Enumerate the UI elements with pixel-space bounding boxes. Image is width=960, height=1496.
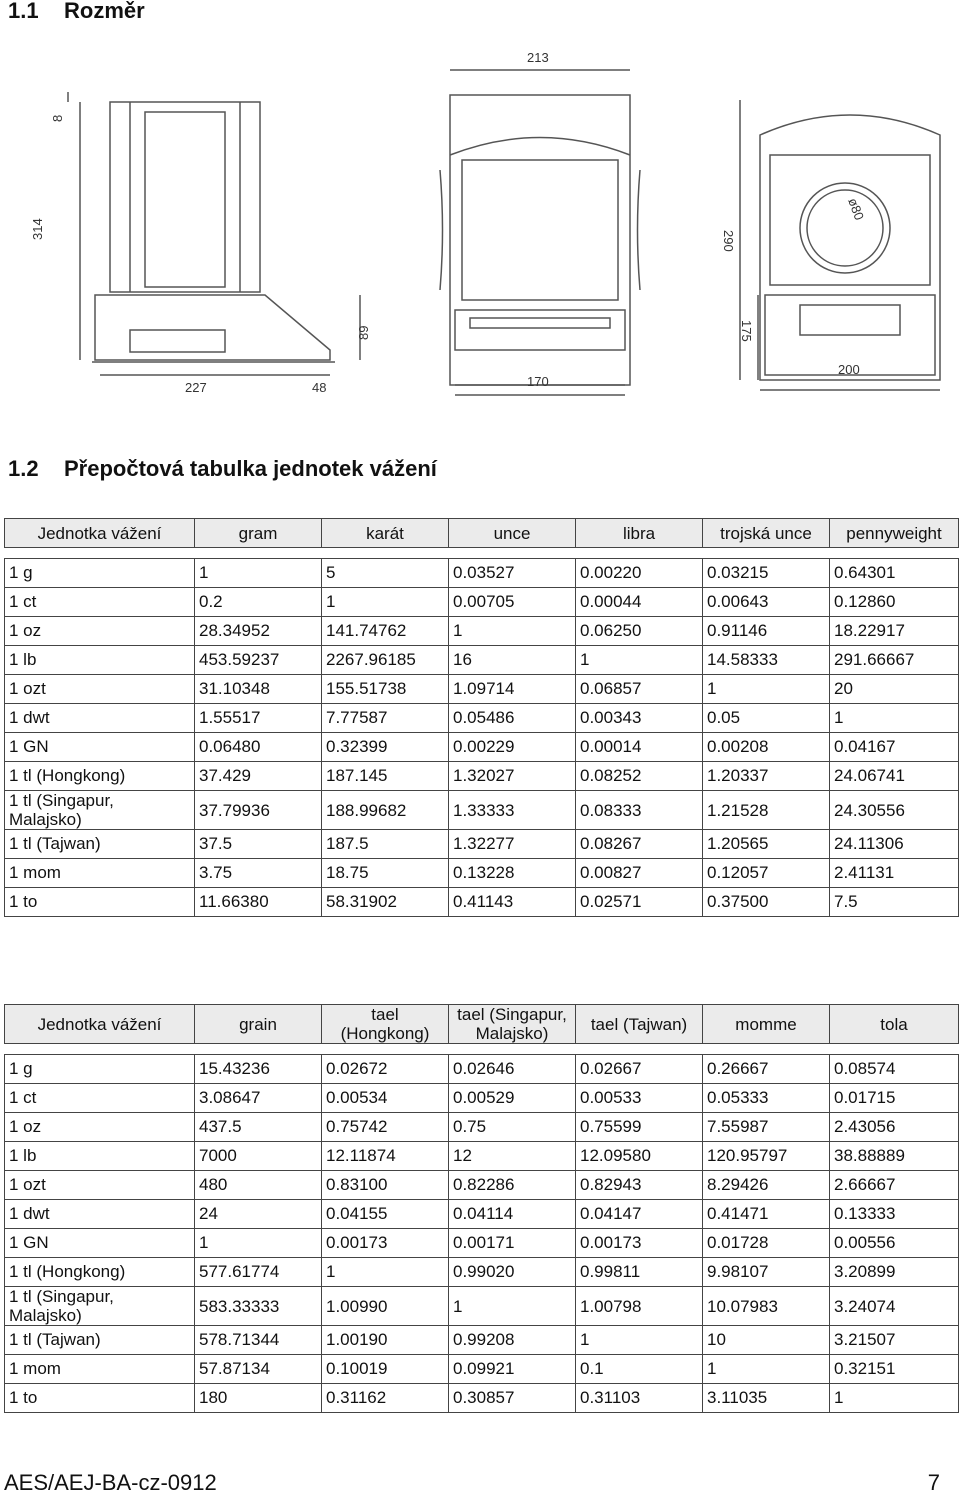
value-cell: 0.08252 bbox=[576, 762, 703, 791]
value-cell: 1.20565 bbox=[703, 830, 830, 859]
value-cell: 0.02571 bbox=[576, 888, 703, 917]
column-header: tael (Singapur, Malajsko) bbox=[449, 1005, 576, 1044]
dimension-label: ø80 bbox=[845, 195, 867, 223]
value-cell: 0.75599 bbox=[576, 1113, 703, 1142]
unit-cell: 1 ozt bbox=[5, 675, 195, 704]
value-cell: 0.00827 bbox=[576, 859, 703, 888]
dimension-label: 227 bbox=[185, 380, 207, 395]
value-cell: 1.00190 bbox=[322, 1326, 449, 1355]
value-cell: 0.99208 bbox=[449, 1326, 576, 1355]
column-header: trojská unce bbox=[703, 519, 830, 548]
value-cell: 18.75 bbox=[322, 859, 449, 888]
value-cell: 1 bbox=[195, 1229, 322, 1258]
value-cell: 10.07983 bbox=[703, 1287, 830, 1326]
value-cell: 37.79936 bbox=[195, 791, 322, 830]
value-cell: 3.08647 bbox=[195, 1084, 322, 1113]
value-cell: 0.02646 bbox=[449, 1055, 576, 1084]
value-cell: 58.31902 bbox=[322, 888, 449, 917]
value-cell: 0.02672 bbox=[322, 1055, 449, 1084]
value-cell: 15.43236 bbox=[195, 1055, 322, 1084]
value-cell: 1 bbox=[322, 588, 449, 617]
value-cell: 3.75 bbox=[195, 859, 322, 888]
value-cell: 577.61774 bbox=[195, 1258, 322, 1287]
value-cell: 1 bbox=[576, 646, 703, 675]
value-cell: 0.1 bbox=[576, 1355, 703, 1384]
value-cell: 57.87134 bbox=[195, 1355, 322, 1384]
section-heading-dimensions bbox=[8, 0, 145, 24]
dimension-label: 213 bbox=[527, 50, 549, 65]
value-cell: 9.98107 bbox=[703, 1258, 830, 1287]
table-row bbox=[5, 1384, 959, 1413]
unit-cell: 1 lb bbox=[5, 1142, 195, 1171]
value-cell: 188.99682 bbox=[322, 791, 449, 830]
value-cell: 2.66667 bbox=[830, 1171, 959, 1200]
value-cell: 16 bbox=[449, 646, 576, 675]
value-cell: 3.24074 bbox=[830, 1287, 959, 1326]
value-cell: 480 bbox=[195, 1171, 322, 1200]
unit-cell: 1 tl (Singapur, Malajsko) bbox=[5, 791, 195, 830]
value-cell: 0.00533 bbox=[576, 1084, 703, 1113]
value-cell: 0.00173 bbox=[322, 1229, 449, 1258]
unit-cell: 1 to bbox=[5, 888, 195, 917]
front-view-drawing bbox=[440, 70, 640, 395]
unit-cell: 1 mom bbox=[5, 859, 195, 888]
top-view-drawing bbox=[740, 100, 940, 390]
unit-cell: 1 tl (Tajwan) bbox=[5, 1326, 195, 1355]
value-cell: 1 bbox=[449, 617, 576, 646]
dimension-label: 290 bbox=[721, 230, 736, 252]
section-heading-conversion bbox=[8, 456, 437, 482]
unit-cell: 1 ct bbox=[5, 588, 195, 617]
value-cell: 1.21528 bbox=[703, 791, 830, 830]
section-title: Rozměr bbox=[64, 0, 145, 23]
value-cell: 38.88889 bbox=[830, 1142, 959, 1171]
column-header: unce bbox=[449, 519, 576, 548]
column-header: tael (Hongkong) bbox=[322, 1005, 449, 1044]
value-cell: 0.05486 bbox=[449, 704, 576, 733]
value-cell: 0.41471 bbox=[703, 1200, 830, 1229]
value-cell: 0.01715 bbox=[830, 1084, 959, 1113]
table-row bbox=[5, 704, 959, 733]
value-cell: 0.30857 bbox=[449, 1384, 576, 1413]
dimension-label: 48 bbox=[312, 380, 327, 395]
value-cell: 0.06250 bbox=[576, 617, 703, 646]
value-cell: 0.32151 bbox=[830, 1355, 959, 1384]
value-cell: 0.00705 bbox=[449, 588, 576, 617]
column-header: gram bbox=[195, 519, 322, 548]
value-cell: 1.55517 bbox=[195, 704, 322, 733]
value-cell: 0.12860 bbox=[830, 588, 959, 617]
table-row bbox=[5, 1055, 959, 1084]
value-cell: 437.5 bbox=[195, 1113, 322, 1142]
value-cell: 0.91146 bbox=[703, 617, 830, 646]
value-cell: 8.29426 bbox=[703, 1171, 830, 1200]
value-cell: 1 bbox=[322, 1258, 449, 1287]
table-row bbox=[5, 646, 959, 675]
table-row bbox=[5, 675, 959, 704]
value-cell: 1 bbox=[703, 1355, 830, 1384]
value-cell: 1 bbox=[830, 1384, 959, 1413]
value-cell: 3.11035 bbox=[703, 1384, 830, 1413]
value-cell: 11.66380 bbox=[195, 888, 322, 917]
value-cell: 1.20337 bbox=[703, 762, 830, 791]
value-cell: 0.00173 bbox=[576, 1229, 703, 1258]
unit-cell: 1 dwt bbox=[5, 1200, 195, 1229]
value-cell: 578.71344 bbox=[195, 1326, 322, 1355]
dimension-label: 314 bbox=[30, 218, 45, 240]
value-cell: 0.32399 bbox=[322, 733, 449, 762]
unit-cell: 1 ozt bbox=[5, 1171, 195, 1200]
value-cell: 0.83100 bbox=[322, 1171, 449, 1200]
value-cell: 0.00044 bbox=[576, 588, 703, 617]
dimension-label: 200 bbox=[838, 362, 860, 377]
value-cell: 0.04167 bbox=[830, 733, 959, 762]
value-cell: 7000 bbox=[195, 1142, 322, 1171]
value-cell: 3.21507 bbox=[830, 1326, 959, 1355]
value-cell: 0.99020 bbox=[449, 1258, 576, 1287]
value-cell: 187.5 bbox=[322, 830, 449, 859]
value-cell: 0.00229 bbox=[449, 733, 576, 762]
conversion-table-2 bbox=[4, 1004, 959, 1413]
value-cell: 1 bbox=[449, 1287, 576, 1326]
column-header: tael (Tajwan) bbox=[576, 1005, 703, 1044]
unit-cell: 1 lb bbox=[5, 646, 195, 675]
table-row bbox=[5, 1084, 959, 1113]
unit-cell: 1 oz bbox=[5, 1113, 195, 1142]
table-row bbox=[5, 1229, 959, 1258]
column-header: momme bbox=[703, 1005, 830, 1044]
unit-cell: 1 GN bbox=[5, 1229, 195, 1258]
table-row bbox=[5, 1258, 959, 1287]
unit-cell: 1 g bbox=[5, 559, 195, 588]
table-spacer bbox=[5, 548, 959, 559]
unit-cell: 1 dwt bbox=[5, 704, 195, 733]
value-cell: 0.03527 bbox=[449, 559, 576, 588]
value-cell: 0.05333 bbox=[703, 1084, 830, 1113]
unit-cell: 1 tl (Hongkong) bbox=[5, 1258, 195, 1287]
table-row bbox=[5, 1171, 959, 1200]
value-cell: 1.09714 bbox=[449, 675, 576, 704]
conversion-table-1 bbox=[4, 518, 959, 917]
value-cell: 1.32027 bbox=[449, 762, 576, 791]
unit-cell: 1 GN bbox=[5, 733, 195, 762]
value-cell: 2.43056 bbox=[830, 1113, 959, 1142]
value-cell: 0.06480 bbox=[195, 733, 322, 762]
dimension-label: 170 bbox=[527, 374, 549, 389]
value-cell: 14.58333 bbox=[703, 646, 830, 675]
value-cell: 0.00171 bbox=[449, 1229, 576, 1258]
value-cell: 12.09580 bbox=[576, 1142, 703, 1171]
dimension-label: 8 bbox=[50, 114, 65, 122]
value-cell: 0.02667 bbox=[576, 1055, 703, 1084]
value-cell: 0.01728 bbox=[703, 1229, 830, 1258]
value-cell: 2.41131 bbox=[830, 859, 959, 888]
value-cell: 291.66667 bbox=[830, 646, 959, 675]
value-cell: 18.22917 bbox=[830, 617, 959, 646]
value-cell: 0.12057 bbox=[703, 859, 830, 888]
value-cell: 37.5 bbox=[195, 830, 322, 859]
value-cell: 20 bbox=[830, 675, 959, 704]
unit-cell: 1 tl (Singapur, Malajsko) bbox=[5, 1287, 195, 1326]
value-cell: 0.00208 bbox=[703, 733, 830, 762]
unit-cell: 1 tl (Hongkong) bbox=[5, 762, 195, 791]
value-cell: 155.51738 bbox=[322, 675, 449, 704]
table-row bbox=[5, 733, 959, 762]
side-view-drawing bbox=[68, 92, 360, 375]
table-row bbox=[5, 1287, 959, 1326]
value-cell: 0.00534 bbox=[322, 1084, 449, 1113]
table-row bbox=[5, 588, 959, 617]
value-cell: 0.31162 bbox=[322, 1384, 449, 1413]
unit-cell: 1 ct bbox=[5, 1084, 195, 1113]
value-cell: 1.33333 bbox=[449, 791, 576, 830]
value-cell: 7.77587 bbox=[322, 704, 449, 733]
value-cell: 37.429 bbox=[195, 762, 322, 791]
value-cell: 0.75742 bbox=[322, 1113, 449, 1142]
value-cell: 141.74762 bbox=[322, 617, 449, 646]
value-cell: 2267.96185 bbox=[322, 646, 449, 675]
dimension-label: 175 bbox=[739, 320, 754, 342]
value-cell: 0.82286 bbox=[449, 1171, 576, 1200]
value-cell: 0.04114 bbox=[449, 1200, 576, 1229]
table-body bbox=[5, 548, 959, 917]
column-header: tola bbox=[830, 1005, 959, 1044]
value-cell: 12 bbox=[449, 1142, 576, 1171]
value-cell: 24.30556 bbox=[830, 791, 959, 830]
value-cell: 0.82943 bbox=[576, 1171, 703, 1200]
value-cell: 1 bbox=[195, 559, 322, 588]
unit-cell: 1 oz bbox=[5, 617, 195, 646]
table-row bbox=[5, 888, 959, 917]
unit-cell: 1 g bbox=[5, 1055, 195, 1084]
value-cell: 120.95797 bbox=[703, 1142, 830, 1171]
value-cell: 0.04155 bbox=[322, 1200, 449, 1229]
dimension-label: 89 bbox=[356, 325, 371, 340]
value-cell: 0.2 bbox=[195, 588, 322, 617]
section-number: 1.1 bbox=[8, 0, 39, 23]
column-header: pennyweight bbox=[830, 519, 959, 548]
value-cell: 0.06857 bbox=[576, 675, 703, 704]
value-cell: 0.99811 bbox=[576, 1258, 703, 1287]
table-row bbox=[5, 1326, 959, 1355]
value-cell: 5 bbox=[322, 559, 449, 588]
value-cell: 24 bbox=[195, 1200, 322, 1229]
column-header: Jednotka vážení bbox=[5, 519, 195, 548]
value-cell: 24.11306 bbox=[830, 830, 959, 859]
table-row bbox=[5, 830, 959, 859]
table-row bbox=[5, 559, 959, 588]
value-cell: 0.00014 bbox=[576, 733, 703, 762]
value-cell: 3.20899 bbox=[830, 1258, 959, 1287]
value-cell: 0.08574 bbox=[830, 1055, 959, 1084]
section-number: 1.2 bbox=[8, 456, 39, 481]
value-cell: 0.13228 bbox=[449, 859, 576, 888]
value-cell: 0.13333 bbox=[830, 1200, 959, 1229]
column-header: libra bbox=[576, 519, 703, 548]
value-cell: 0.08333 bbox=[576, 791, 703, 830]
value-cell: 0.04147 bbox=[576, 1200, 703, 1229]
table-row bbox=[5, 1355, 959, 1384]
page-number: 7 bbox=[927, 1470, 940, 1495]
value-cell: 0.00556 bbox=[830, 1229, 959, 1258]
value-cell: 180 bbox=[195, 1384, 322, 1413]
value-cell: 0.31103 bbox=[576, 1384, 703, 1413]
value-cell: 7.5 bbox=[830, 888, 959, 917]
balance-dimension-drawings bbox=[0, 40, 960, 400]
column-header: grain bbox=[195, 1005, 322, 1044]
table-row bbox=[5, 859, 959, 888]
value-cell: 453.59237 bbox=[195, 646, 322, 675]
unit-cell: 1 to bbox=[5, 1384, 195, 1413]
value-cell: 1.00990 bbox=[322, 1287, 449, 1326]
table-header-row bbox=[5, 1005, 959, 1044]
value-cell: 0.00343 bbox=[576, 704, 703, 733]
value-cell: 1 bbox=[703, 675, 830, 704]
table-row bbox=[5, 762, 959, 791]
value-cell: 31.10348 bbox=[195, 675, 322, 704]
value-cell: 0.09921 bbox=[449, 1355, 576, 1384]
value-cell: 0.37500 bbox=[703, 888, 830, 917]
table-row bbox=[5, 617, 959, 646]
unit-cell: 1 mom bbox=[5, 1355, 195, 1384]
value-cell: 0.05 bbox=[703, 704, 830, 733]
unit-cell: 1 tl (Tajwan) bbox=[5, 830, 195, 859]
value-cell: 187.145 bbox=[322, 762, 449, 791]
value-cell: 1 bbox=[576, 1326, 703, 1355]
value-cell: 0.00643 bbox=[703, 588, 830, 617]
table-spacer bbox=[5, 1044, 959, 1055]
value-cell: 0.00220 bbox=[576, 559, 703, 588]
document-id: AES/AEJ-BA-cz-0912 bbox=[4, 1470, 217, 1495]
table-header-row bbox=[5, 519, 959, 548]
table-row bbox=[5, 1113, 959, 1142]
value-cell: 0.41143 bbox=[449, 888, 576, 917]
value-cell: 7.55987 bbox=[703, 1113, 830, 1142]
value-cell: 0.75 bbox=[449, 1113, 576, 1142]
table-row bbox=[5, 791, 959, 830]
table-row bbox=[5, 1142, 959, 1171]
value-cell: 0.08267 bbox=[576, 830, 703, 859]
value-cell: 583.33333 bbox=[195, 1287, 322, 1326]
table-row bbox=[5, 1200, 959, 1229]
value-cell: 0.00529 bbox=[449, 1084, 576, 1113]
column-header: karát bbox=[322, 519, 449, 548]
value-cell: 12.11874 bbox=[322, 1142, 449, 1171]
value-cell: 0.10019 bbox=[322, 1355, 449, 1384]
value-cell: 0.03215 bbox=[703, 559, 830, 588]
value-cell: 1.00798 bbox=[576, 1287, 703, 1326]
value-cell: 28.34952 bbox=[195, 617, 322, 646]
value-cell: 1 bbox=[830, 704, 959, 733]
value-cell: 24.06741 bbox=[830, 762, 959, 791]
value-cell: 0.26667 bbox=[703, 1055, 830, 1084]
column-header: Jednotka vážení bbox=[5, 1005, 195, 1044]
table-body bbox=[5, 1044, 959, 1413]
section-title: Přepočtová tabulka jednotek vážení bbox=[64, 456, 437, 481]
value-cell: 0.64301 bbox=[830, 559, 959, 588]
value-cell: 1.32277 bbox=[449, 830, 576, 859]
value-cell: 10 bbox=[703, 1326, 830, 1355]
